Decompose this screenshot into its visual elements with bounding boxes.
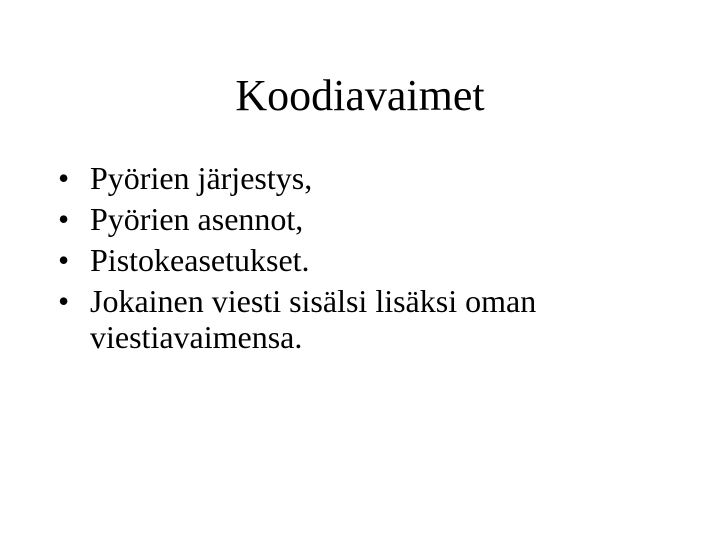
slide-title: Koodiavaimet [235,71,485,120]
bullet-text: Pyörien järjestys, [90,160,313,196]
bullet-dot-icon: • [58,160,70,196]
bullet-item [58,242,678,278]
bullet-dot-icon: • [58,283,70,319]
bullet-text: Pistokeasetukset. [90,242,310,278]
bullet-dot-icon: • [58,242,70,278]
bullet-list [58,160,678,360]
bullet-item [58,201,678,237]
bullet-dot-icon: • [58,201,70,237]
bullet-item [58,283,678,355]
bullet-item [58,160,678,196]
bullet-text: Pyörien asennot, [90,201,304,237]
bullet-text: Jokainen viesti sisälsi lisäksi oman viestiavaimensa. [90,283,537,355]
